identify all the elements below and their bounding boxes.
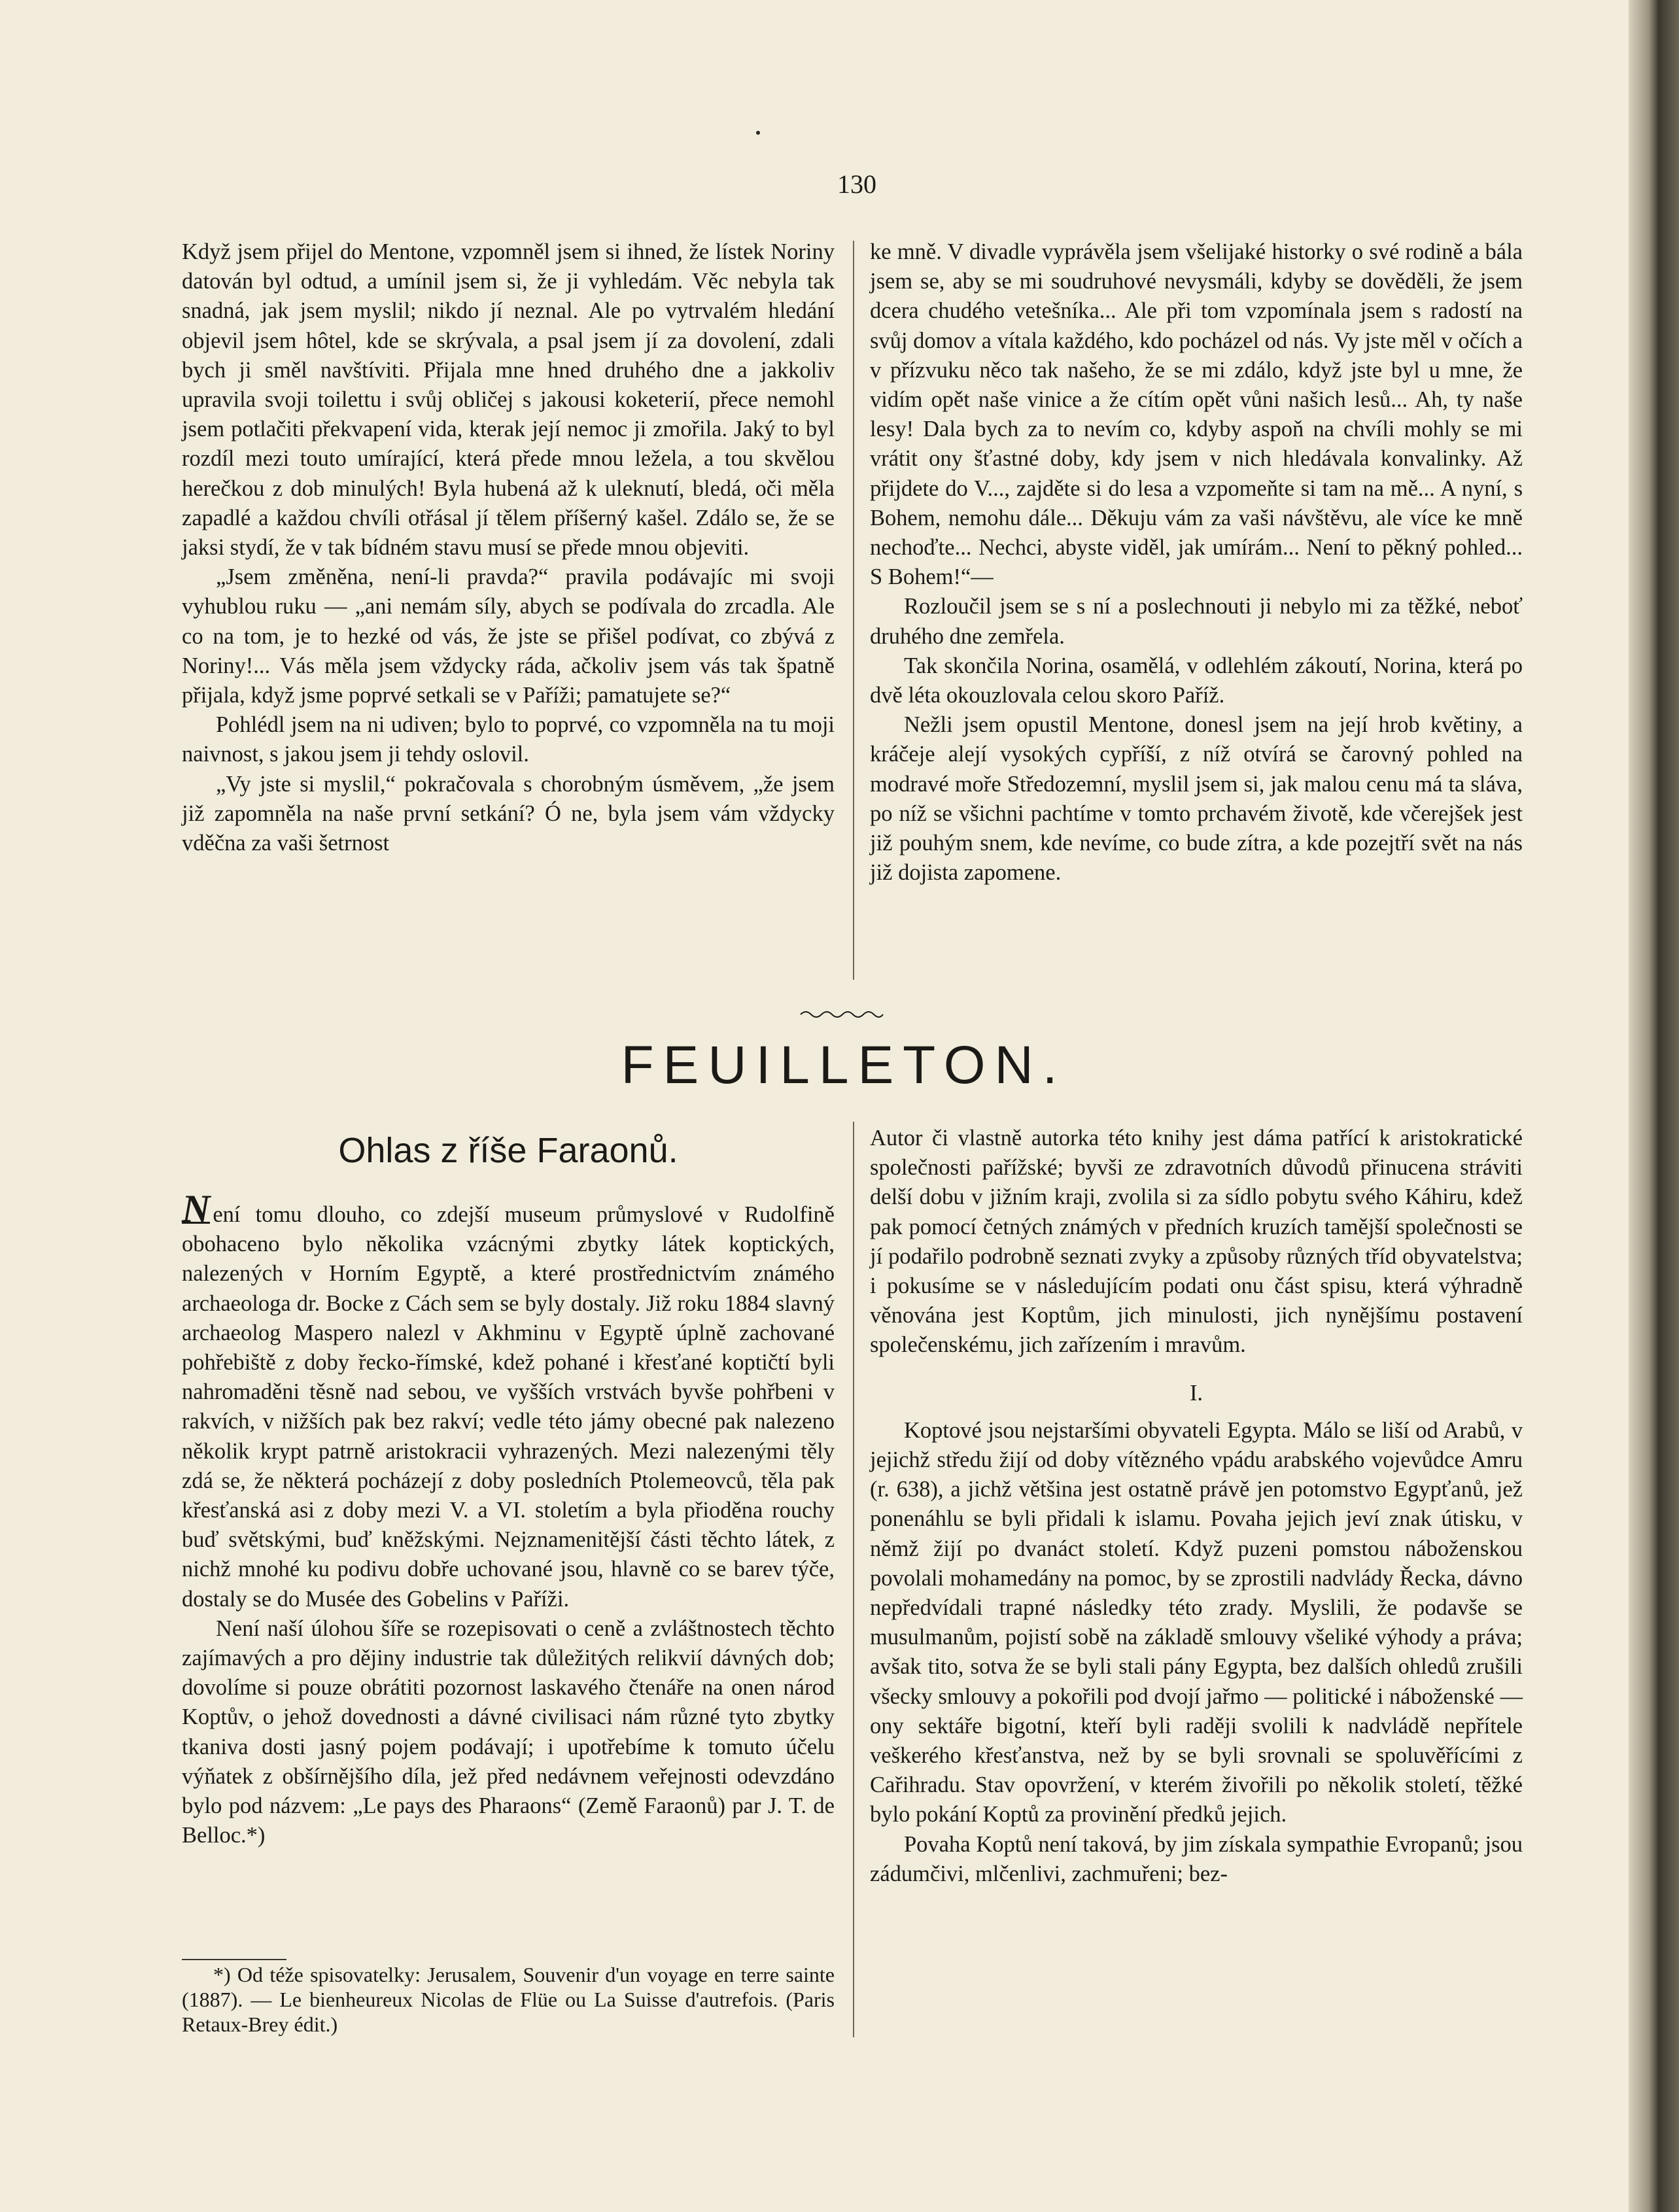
paragraph-text: ení tomu dlouho, co zdejší museum průmyslové v Rudolfině obohaceno bylo několika vzácnými zbytky látek koptických, nalezených v Horním Egyptě, a které prostřednictvím známého archaeologa dr. Bocke z Cách sem se byly dostaly. Již roku 1884 slavný archaeolog Maspero nalezl v Akhminu v Egyptě úplně zachované pohřebiště z doby řecko-římské, kdež pohané i křesťané koptičtí byli nahromaděni těsně nad sebou, ve vyšších vrstvách byvše pohřbeni v rakvích, v nižších pak bez rakví; vedle této jámy obecné pak nalezeno několik krypt patrně aristokracii vyhrazených. Mezi nalezenými těly zdá se, že některá pocházejí z doby posledních Ptolemeovců, těla pak křesťanská asi z doby mezi V. a VI. stoletím a byla přioděna rouchy buď světskými, buď kněžskými. Nejznamenitější části těchto látek, z nichž mnohé ku podivu dobře uchované jsou, hlavně co se barev týče, dostaly se do Musée des Gobelins v Paříži. xyxy=(182,1202,835,1612)
paragraph: „Jsem změněna, není-li pravda?“ pravila podávajíc mi svoji vyhublou ruku — „ani nemám síly, abych se podívala do zrcadla. Ale co na tom, je to hezké od vás, že jste se přišel podívat, co zbývá z Noriny!... Vás měla jsem vždycky ráda, ačkoliv jsem vás tak špatně přijala, když jsme poprvé setkali se v Paříži; pamatujete se?“ xyxy=(182,564,835,708)
column-bottom-right xyxy=(870,1124,1523,1889)
paragraph: Nežli jsem opustil Mentone, donesl jsem na její hrob květiny, a kráčeje alejí vysokých cypříší, z níž otvírá se čarovný pohled na modravé moře Středozemní, myslil jsem si, jak malou cenu má ta sláva, po níž se všichni pachtíme v tomto prchavém životě, kde včerejšek jest již pouhým snem, kde nevíme, co bude zítra, a kde pozejtří svět na nás již dojista zapomene. xyxy=(870,712,1523,886)
article-title: Ohlas z říše Faraonů. xyxy=(338,1131,678,1170)
paragraph: Povaha Koptů není taková, by jim získala sympathie Evropanů; jsou zádumčivi, mlčenlivi, zachmuřeni; bez- xyxy=(870,1831,1523,1886)
chapter-number: I. xyxy=(1189,1380,1203,1406)
paragraph: Rozloučil jsem se s ní a poslechnouti ji nebylo mi za těžké, neboť druhého dne zemřela. xyxy=(870,594,1523,649)
column-top-right xyxy=(870,237,1523,888)
column-top-left xyxy=(182,237,835,858)
footnote-separator xyxy=(182,1959,286,1960)
footnote xyxy=(182,1962,835,2037)
paragraph: „Vy jste si myslil,“ pokračovala s chorobným úsměvem, „že jsem již zapomněla na naše první setkání? Ó ne, byla jsem vám vždycky vděčna za vaši šetrnost xyxy=(182,771,835,856)
paragraph: Tak skončila Norina, osamělá, v odlehlém zákoutí, Norina, která po dvě léta okouzlovala celou skoro Paříž. xyxy=(870,653,1523,708)
wavy-ornament xyxy=(799,1007,884,1020)
footnote-text: *) Od téže spisovatelky: Jerusalem, Souvenir d'un voyage en terre sainte (1887). — Le bienheureux Nicolas de Flüe ou La Suisse d'autrefois. (Paris Retaux-Brey édit.) xyxy=(182,1963,835,2036)
paragraph: Není naší úlohou šíře se rozepisovati o ceně a zvláštnostech těchto zajímavých a pro dějiny industrie tak důležitých relikvií dávných dob; dovolíme si pouze obrátiti pozornost laskavého čtenáře na onen národ Koptův, o jehož dovednosti a dávné civilisaci nám různé tyto zbytky tkaniva dosti jasný pojem podávají; i upotřebíme k tomuto účelu výňatek z obšírnějšího díla, jež před nedávnem veřejnosti odevzdáno bylo pod názvem: „Le pays des Pharaons“ (Země Faraonů) par J. T. de Belloc.*) xyxy=(182,1616,835,1848)
paragraph: Koptové jsou nejstaršími obyvateli Egypta. Málo se liší od Arabů, v jejichž středu žijí od doby vítězného vpádu arabského vojevůdce Amru (r. 638), a jichž většina jest ostatně právě jen potomstvo Egypťanů, jež ponenáhlu se byli přidali k islamu. Povaha jejich jeví znak útisku, v němž žijí po dvanáct století. Když puzeni pomstou náboženskou povolali mohamedány na pomoc, by se zprostili nadvlády Řecka, dávno nepředvídali trapné následky této zrady. Myslili, že podavše se musulmanům, pojistí sobě na základě smlouvy všeliké výhody a práva; avšak tito, sotva že se byli stali pány Egypta, bez dalších ohledů zrušili všecky smlouvy a pokořili pod dvojí jařmo — politické i náboženské — ony sektáře bigotní, kteří byli raději svolili k nadvládě nepřítele veškerého křesťanstva, než by se byli srovnali se spoluvěřícími z Cařihradu. Stav opovržení, v kterém živořili po několik století, těžké bylo pokání Koptů za provinění předků jejich. xyxy=(870,1417,1523,1827)
paragraph xyxy=(182,1187,835,1614)
paragraph: Když jsem přijel do Mentone, vzpomněl jsem si ihned, že lístek Noriny datován byl odtud, a umínil jsem si, že ji vyhledám. Věc nebyla tak snadná, jak jsem myslil; nikdo jí neznal. Ale po vytrvalém hledání objevil jsem hôtel, kde se skrývala, a psal jsem jí za dovolení, zdali bych ji směl navštíviti. Přijala mne hned druhého dne a jakkoliv upravila svoji toilettu i svůj obličej s jakousi koketerií, přece nemohl jsem potlačiti překvapení vida, kterak její nemoc ji zmořila. Jaký to byl rozdíl mezi touto umírající, která přede mnou ležela, a tou skvělou herečkou z dob minulých! Byla hubená až k uleknutí, bledá, oči měla zapadlé a každou chvíli otřásal jí tělem příšerný kašel. Zdálo se, že se jaksi stydí, že v tak bídném stavu musí se přede mnou objeviti. xyxy=(182,239,835,561)
ink-dot xyxy=(756,131,760,135)
column-bottom-left xyxy=(182,1187,835,1850)
column-rule xyxy=(853,1122,854,2037)
section-title: FEUILLETON. xyxy=(621,1035,1067,1095)
paragraph: Autor či vlastně autorka této knihy jest dáma patřící k aristokratické společnosti pařížské; byvši ze zdravotních důvodů přinucena stráviti delší dobu v jižním kraji, zvolila si za sídlo pobytu svého Káhiru, kdež pak pomocí četných známých v předních kruzích tamější společnosti se jí podařilo podrobně seznati zvyky a způsoby různých tříd obyvatelstva; i pokusíme se v následujícím podati onu část spisu, která výhradně věnována jest Koptům, jich minulosti, jich nynějšímu postavení společenskému, jich zařízením i mravům. xyxy=(870,1126,1523,1358)
column-rule xyxy=(853,241,854,980)
page-edge xyxy=(1629,0,1679,2212)
paragraph: ke mně. V divadle vyprávěla jsem všelijaké historky o své rodině a bála jsem se, aby se mi soudruhové nevysmáli, kdyby se dověděli, že jsem dcera chudého vetešníka... Ale při tom vzpomínala jsem s radostí na svůj domov a vítala každého, kdo pocházel od nás. Vy jste měl v očích a v přízvuku něco tak našeho, že se mi zdálo, když jste byl u mne, že vidím opět naše vinice a že cítím opět vůni našich lesů... Ah, ty naše lesy! Dala bych za to nevím co, kdyby aspoň na chvíli mohly se mi vrátit ony šťastné doby, kdy jsem v nich hledávala konvalinky. Až přijdete do V..., zajděte si do lesa a vzpomeňte si tam na mě... A nyní, s Bohem, nemohu dále... Děkuju vám za vaši návštěvu, ale více ke mně nechoďte... Nechci, abyste viděl, jak umírám... Není to pěkný pohled... S Bohem!“— xyxy=(870,239,1523,590)
paragraph: Pohlédl jsem na ni udiven; bylo to poprvé, co vzpomněla na tu moji naivnost, s jakou jsem ji tehdy oslovil. xyxy=(182,712,835,767)
page-number: 130 xyxy=(837,169,876,199)
drop-cap: N xyxy=(182,1187,211,1230)
